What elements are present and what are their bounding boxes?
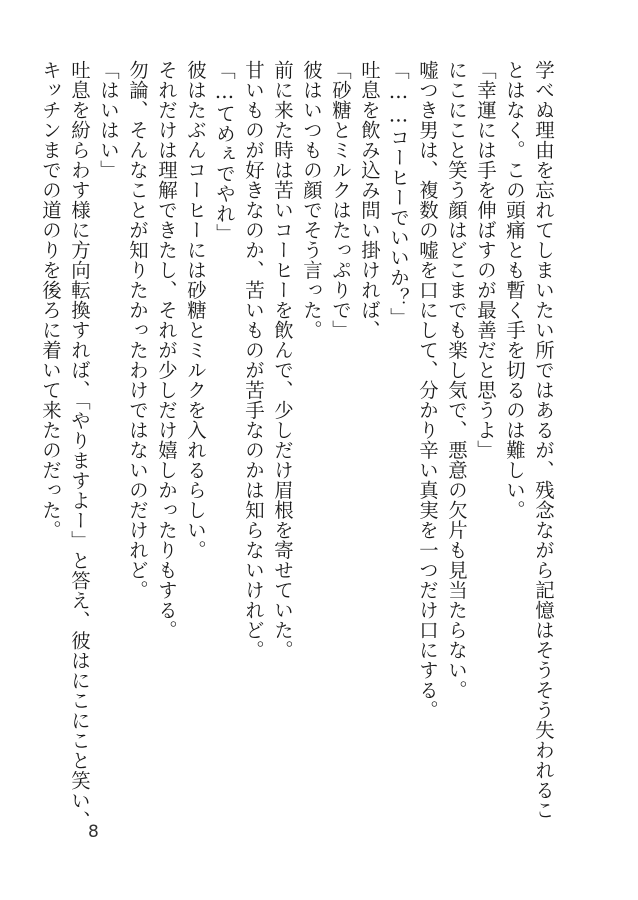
vertical-text-body — [39, 60, 558, 831]
text-line: にこにこと笑う顔はどこまでも楽し気で、悪意の欠片も見当たらない。 — [445, 60, 468, 700]
text-line: 「砂糖とミルクはたっぷりで」 — [329, 60, 352, 340]
text-line: 彼はたぶんコーヒーには砂糖とミルクを入れるらしい。 — [184, 60, 207, 560]
text-line: とはなく。この頭痛とも暫く手を切るのは難しい。 — [503, 60, 526, 520]
text-line: 前に来た時は苦いコーヒーを飲んで、少しだけ眉根を寄せていた。 — [271, 60, 294, 660]
text-line: 吐息を飲み込み問い掛ければ、 — [358, 60, 381, 340]
text-line: キッチンまでの道のりを後ろに着いて来たのだった。 — [39, 60, 62, 540]
text-line: 学べぬ理由を忘れてしまいたい所ではあるが、残念ながら記憶はそうそう失われるこ — [532, 60, 555, 820]
page-number: 8 — [88, 822, 99, 842]
text-line: 「はいはい」 — [97, 60, 120, 180]
text-line: 勿論、そんなことが知りたかったわけではないのだけれど。 — [126, 60, 149, 600]
text-line: 吐息を紛らわす様に方向転換すれば、「やりますよー」と答え、彼はにこにこと笑い、 — [68, 60, 91, 831]
text-line: 嘘つき男は、複数の嘘を口にして、分かり辛い真実を一つだけ口にする。 — [416, 60, 439, 720]
text-line: 彼はいつもの顔でそう言った。 — [300, 60, 323, 340]
text-line: 甘いものが好きなのか、苦いものが苦手なのかは知らないけれど。 — [242, 60, 265, 660]
text-line: 「幸運には手を伸ばすのが最善だと思うよ」 — [474, 60, 497, 460]
text-line: 「……コーヒーでいいか？」 — [387, 60, 410, 328]
text-line: それだけは理解できたし、それが少しだけ嬉しかったりもする。 — [155, 60, 178, 640]
text-line: 「…てめぇでやれ」 — [213, 60, 236, 244]
